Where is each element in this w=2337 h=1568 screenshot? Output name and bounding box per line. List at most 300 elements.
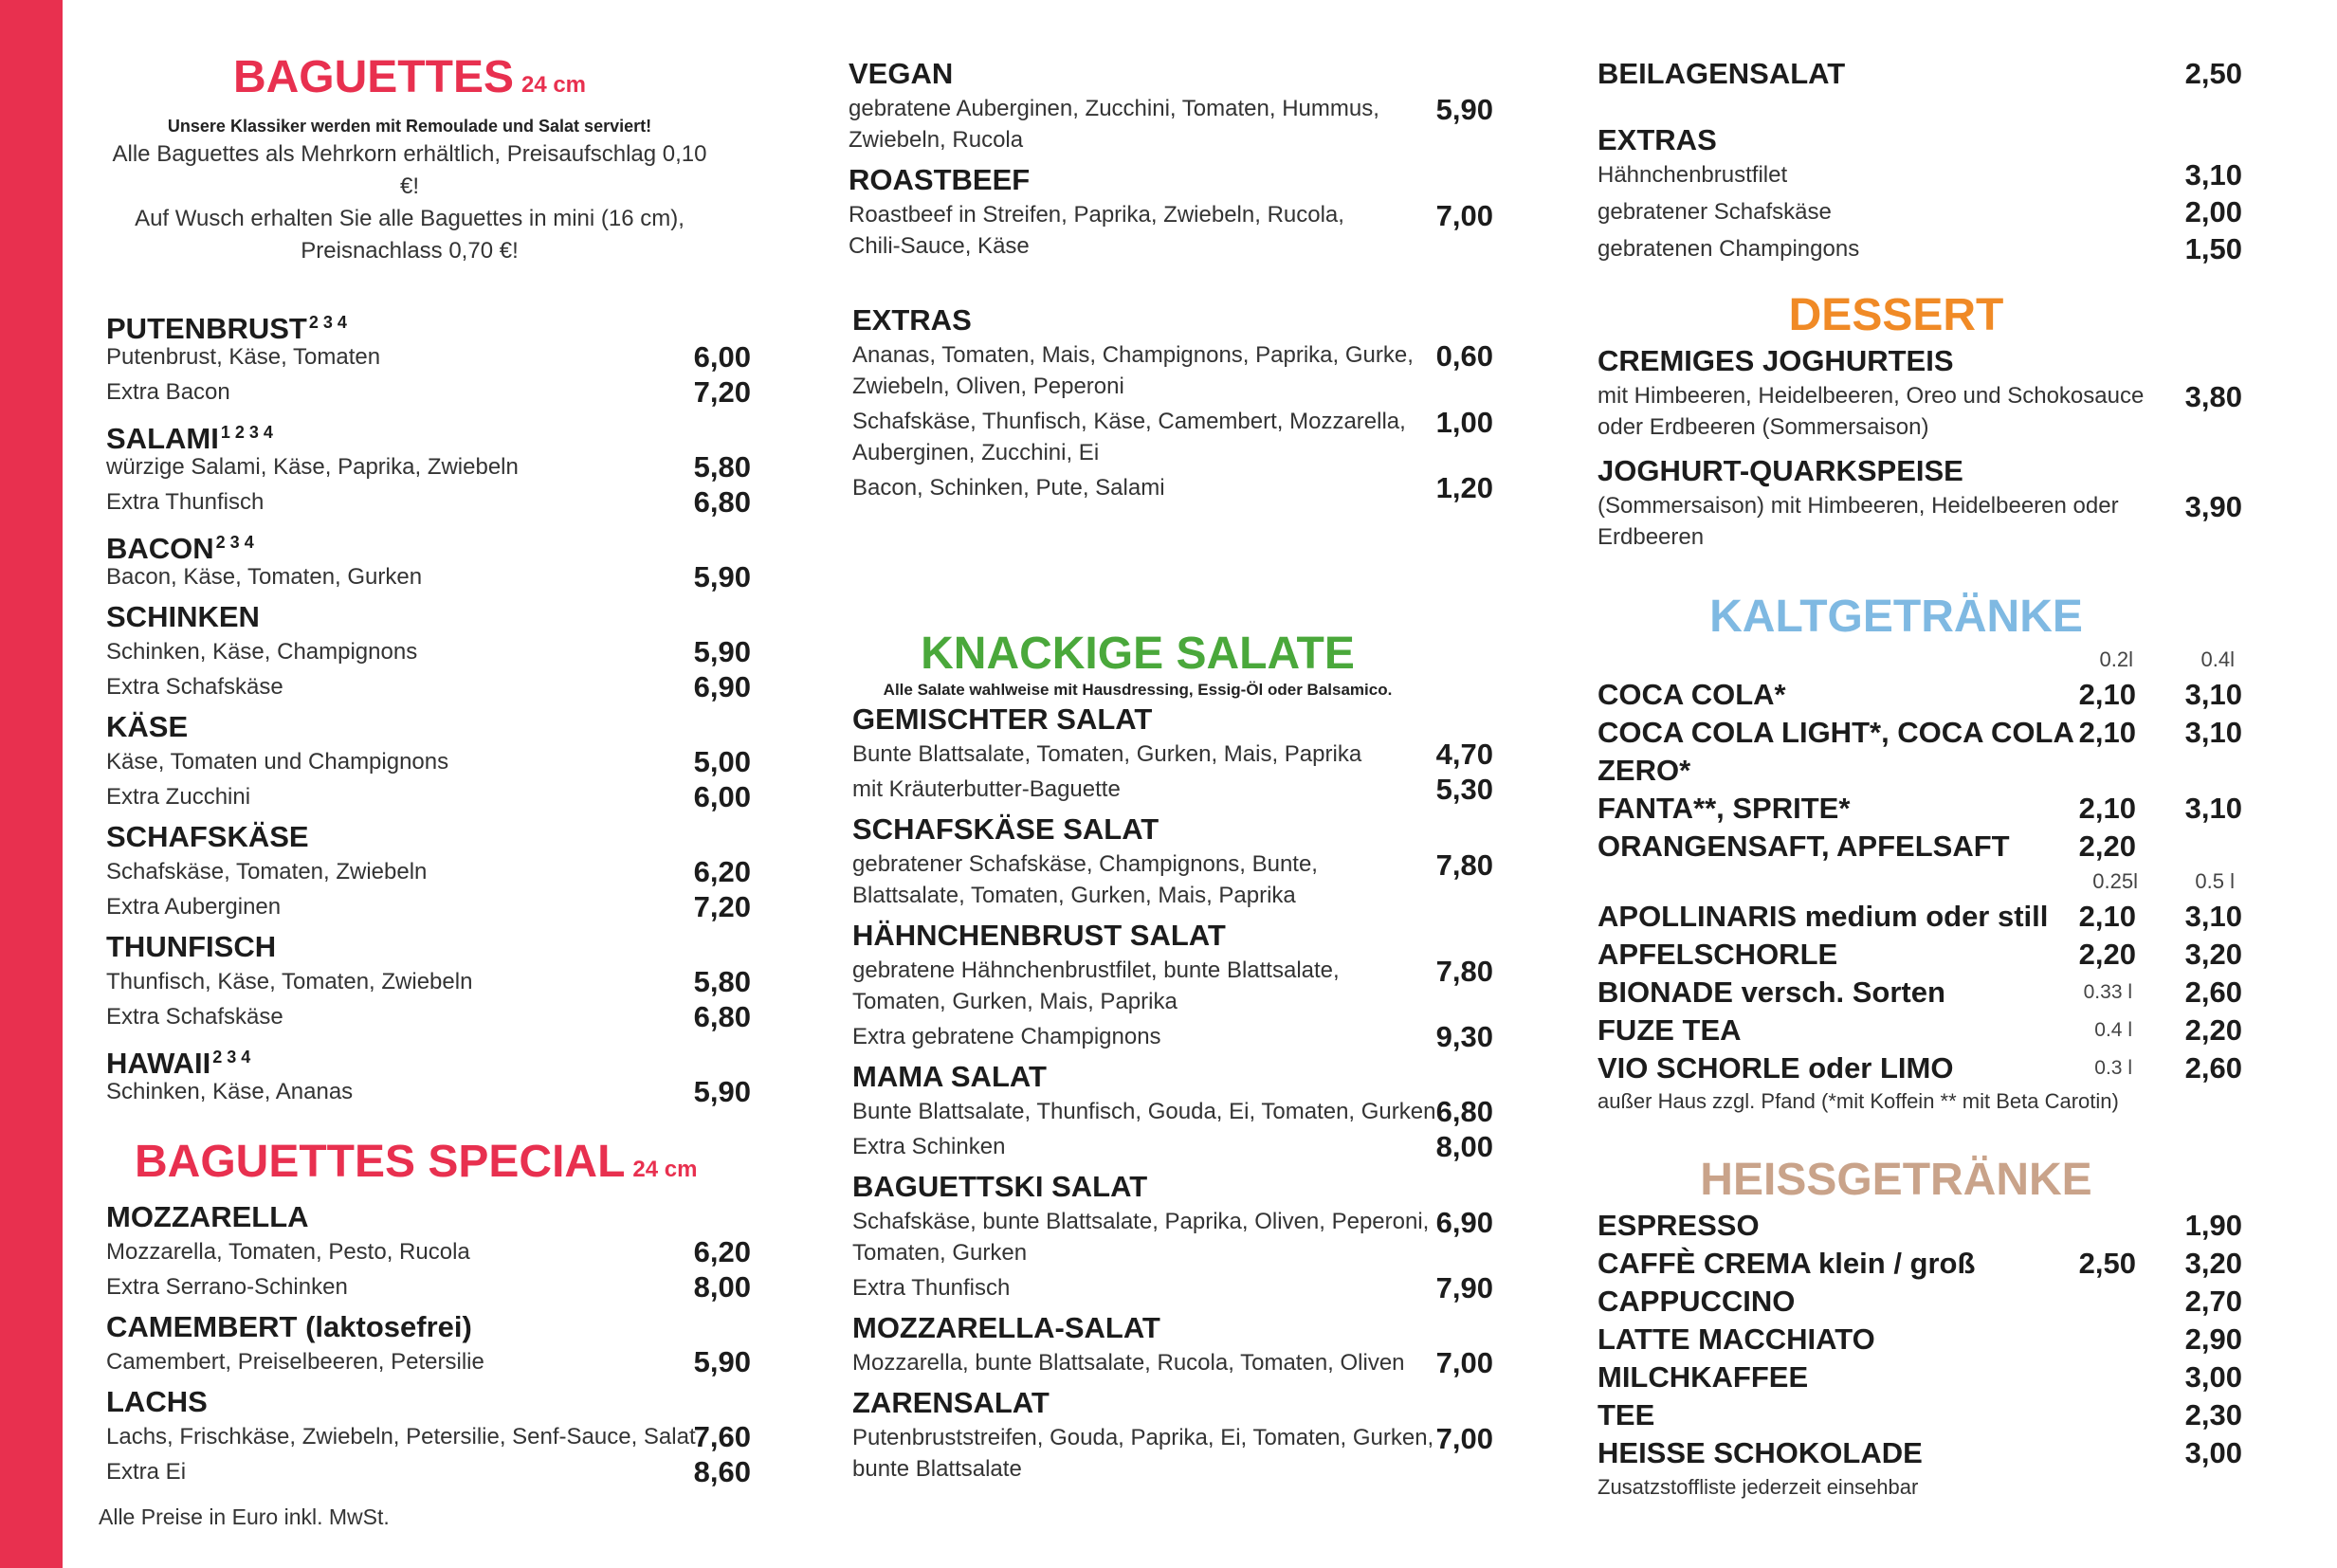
item-description	[106, 1076, 751, 1107]
item-price: 1,50	[2184, 232, 2242, 265]
extra-price: 6,80	[693, 485, 751, 519]
description-line: Schinken, Käse, Ananas	[106, 1079, 354, 1104]
extra-option	[106, 376, 751, 408]
item-price: 6,00	[693, 340, 751, 374]
drink-name: LATTE MACCHIATO	[1598, 1322, 1875, 1356]
menu-item	[1598, 452, 2242, 553]
description-line: Mozzarella, Tomaten, Pesto, Rucola	[106, 1239, 470, 1265]
drink-name: APFELSCHORLE	[1598, 938, 1838, 971]
item-description	[106, 1346, 751, 1377]
description-line: Hähnchenbrustfilet	[1598, 162, 1788, 188]
baguettes-size: 24 cm	[520, 72, 587, 98]
size-label: 0.25l	[2092, 869, 2138, 893]
item-description	[852, 406, 1493, 468]
drink-name: COCA COLA*	[1598, 678, 1786, 711]
item-description	[852, 1347, 1493, 1378]
item-name	[106, 413, 751, 455]
item-price: 2,00	[2184, 195, 2242, 228]
price-large: 1,90	[2184, 1209, 2242, 1242]
size-label: 0.5 l	[2195, 869, 2235, 893]
price-small: 2,10	[2078, 678, 2136, 711]
menu-item	[852, 339, 1493, 402]
description-line: gebratene Auberginen, Zucchini, Tomaten, Hummus,	[849, 96, 1379, 121]
description-line: oder Erdbeeren (Sommersaison)	[1598, 414, 1929, 440]
description-line: (Sommersaison) mit Himbeeren, Heidelbeeren oder	[1598, 493, 2119, 519]
item-name-text: MOZZARELLA	[106, 1200, 309, 1233]
price-large: 3,10	[2184, 716, 2242, 749]
item-price: 1,00	[1435, 406, 1493, 439]
extra-price: 7,90	[1435, 1271, 1493, 1304]
special-size: 24 cm	[632, 1157, 698, 1182]
allergen-marker: 2 3 4	[212, 1048, 251, 1067]
drink-name: APOLLINARIS medium oder still	[1598, 900, 2049, 933]
menu-item	[852, 811, 1493, 911]
item-name	[849, 55, 1493, 93]
description-line: Roastbeef in Streifen, Paprika, Zwiebeln, Rucola,	[849, 202, 1344, 228]
allergen-marker: 2 3 4	[308, 313, 347, 332]
description-line: Auberginen, Zucchini, Ei	[852, 440, 1100, 465]
item-name-text: CAMEMBERT (laktosefrei)	[106, 1310, 472, 1343]
menu-item	[106, 523, 751, 593]
salads-title: KNACKIGE SALATE	[921, 629, 1355, 679]
price-large: 3,00	[2184, 1360, 2242, 1394]
drink-size: 0.4 l	[2094, 1019, 2132, 1041]
item-name-text: KÄSE	[106, 710, 189, 743]
extra-label: Extra Zucchini	[106, 784, 251, 810]
price-small: 2,20	[2078, 830, 2136, 863]
item-description	[1598, 159, 2242, 191]
item-price: 7,60	[693, 1420, 751, 1453]
drink-size: 0.3 l	[2094, 1057, 2132, 1079]
item-description	[849, 93, 1493, 155]
menu-item	[106, 1198, 751, 1303]
price-large: 2,60	[2184, 975, 2242, 1009]
item-description	[106, 341, 751, 373]
item-name-text: CREMIGES JOGHURTEIS	[1598, 344, 1954, 377]
drink-row	[1598, 936, 2242, 974]
extra-option	[106, 1001, 751, 1032]
item-name-text: VEGAN	[849, 57, 954, 90]
description-line: Erdbeeren	[1598, 524, 1705, 550]
item-name: BEILAGENSALAT	[1598, 57, 1846, 90]
description-line: Mozzarella, bunte Blattsalate, Rucola, Tomaten, Oliven	[852, 1350, 1405, 1376]
menu-item	[1598, 233, 2242, 264]
item-price: 5,90	[1435, 93, 1493, 126]
item-description	[852, 955, 1493, 1017]
price-large: 2,30	[2184, 1398, 2242, 1431]
drink-row	[1598, 1207, 2242, 1245]
extra-option	[106, 781, 751, 812]
price-large: 3,10	[2184, 900, 2242, 933]
menu-item	[849, 55, 1493, 155]
extra-label: Extra Thunfisch	[106, 489, 265, 515]
menu-item	[106, 1038, 751, 1107]
description-line: mit Himbeeren, Heidelbeeren, Oreo und Schokosauce	[1598, 383, 2145, 409]
description-line: gebratene Hähnchenbrustfilet, bunte Blattsalate,	[852, 957, 1340, 983]
size-row	[1598, 644, 2242, 676]
item-name	[1598, 452, 2242, 490]
drink-row	[1598, 1245, 2242, 1283]
description-line: Schafskäse, bunte Blattsalate, Paprika, Oliven, Peperoni,	[852, 1209, 1430, 1234]
item-description	[852, 1422, 1493, 1485]
item-name-text: SCHAFSKÄSE	[106, 820, 309, 853]
price-large: 3,20	[2184, 938, 2242, 971]
item-name-text: GEMISCHTER SALAT	[852, 702, 1153, 736]
baguettes-note-1: Alle Baguettes als Mehrkorn erhältlich, Preisaufschlag 0,10 €!	[112, 141, 707, 199]
drink-row	[1598, 1358, 2242, 1396]
cold-drinks-note: außer Haus zzgl. Pfand (*mit Koffein ** mit Beta Carotin)	[1598, 1089, 2119, 1113]
extra-price: 5,30	[1435, 773, 1493, 806]
item-name-text: LACHS	[106, 1385, 208, 1418]
item-price: 7,00	[1435, 199, 1493, 232]
item-name-text: SALAMI	[106, 422, 219, 455]
extra-label: Extra gebratene Champignons	[852, 1024, 1161, 1049]
item-name-text: HÄHNCHENBRUST SALAT	[852, 919, 1226, 952]
size-label: 0.4l	[2200, 647, 2235, 671]
drink-size: 0.33 l	[2083, 981, 2132, 1003]
description-line: Zwiebeln, Rucola	[849, 127, 1024, 153]
item-price: 5,00	[693, 745, 751, 778]
size-row	[1598, 866, 2242, 898]
description-line: Tomaten, Gurken	[852, 1240, 1028, 1266]
extra-option	[852, 774, 1493, 805]
size-label: 0.2l	[2099, 647, 2133, 671]
price-large: 2,70	[2184, 1285, 2242, 1318]
description-line: Lachs, Frischkäse, Zwiebeln, Petersilie, Senf-Sauce, Salat	[106, 1424, 696, 1449]
menu-item	[852, 406, 1493, 468]
item-description	[1598, 490, 2242, 553]
item-price: 7,80	[1435, 848, 1493, 882]
drink-name: CAPPUCCINO	[1598, 1285, 1796, 1318]
description-line: gebratener Schafskäse, Champignons, Bunte,	[852, 851, 1318, 877]
description-line: Zwiebeln, Oliven, Peperoni	[852, 374, 1124, 399]
baguettes-title: BAGUETTES	[232, 52, 514, 102]
item-description	[106, 746, 751, 777]
item-description	[852, 1096, 1493, 1127]
item-price: 5,80	[693, 450, 751, 483]
description-line: gebratenen Champingons	[1598, 236, 1860, 262]
drink-row	[1598, 676, 2242, 714]
price-large: 3,10	[2184, 792, 2242, 825]
extra-price: 9,30	[1435, 1020, 1493, 1053]
item-description	[106, 1421, 751, 1452]
item-name-text: BACON	[106, 532, 214, 565]
cold-drinks-list	[1598, 676, 2242, 866]
extra-price: 8,00	[1435, 1130, 1493, 1163]
item-price: 0,60	[1435, 339, 1493, 373]
item-price: 5,90	[693, 1345, 751, 1378]
drink-row	[1598, 1396, 2242, 1434]
item-price: 5,90	[693, 1075, 751, 1108]
item-description	[1598, 380, 2242, 443]
drink-name: COCA COLA LIGHT*, COCA COLA	[1598, 716, 2074, 749]
hot-drinks-footnote: Zusatzstoffliste jederzeit einsehbar	[1598, 1475, 1919, 1499]
price-large: 3,00	[2184, 1436, 2242, 1469]
drink-name: CAFFÈ CREMA klein / groß	[1598, 1247, 1976, 1280]
allergen-marker: 1 2 3 4	[220, 423, 273, 442]
prices-footnote: Alle Preise in Euro inkl. MwSt.	[99, 1504, 390, 1529]
cold-drinks-title: KALTGETRÄNKE	[1709, 592, 2083, 642]
extra-label: Extra Serrano-Schinken	[106, 1274, 348, 1300]
special-list	[106, 1198, 751, 1487]
description-line: Thunfisch, Käse, Tomaten, Zwiebeln	[106, 969, 473, 994]
item-name	[849, 161, 1493, 199]
column-right	[1598, 0, 2242, 1503]
extras-list	[1598, 159, 2242, 264]
item-price: 7,80	[1435, 955, 1493, 988]
drink-row	[1598, 1049, 2242, 1087]
item-name	[852, 701, 1493, 738]
item-description	[1598, 233, 2242, 264]
item-name-text: BAGUETTSKI SALAT	[852, 1170, 1148, 1203]
drink-row	[1598, 1012, 2242, 1049]
drink-row	[1598, 1283, 2242, 1321]
item-name-text: MAMA SALAT	[852, 1060, 1047, 1093]
price-large: 3,20	[2184, 1247, 2242, 1280]
menu-item	[852, 1168, 1493, 1304]
description-line: Käse, Tomaten und Champignons	[106, 749, 449, 775]
item-description	[106, 561, 751, 593]
item-description	[849, 199, 1493, 262]
menu-item	[106, 818, 751, 922]
item-price: 5,90	[693, 635, 751, 668]
description-line: gebratener Schafskäse	[1598, 199, 1832, 225]
item-description	[852, 848, 1493, 911]
item-price: 2,50	[2184, 57, 2242, 90]
item-description	[852, 738, 1493, 770]
item-name-text: ZARENSALAT	[852, 1386, 1050, 1419]
description-line: Schafskäse, Thunfisch, Käse, Camembert, Mozzarella,	[852, 409, 1406, 434]
item-name	[106, 523, 751, 565]
item-description	[852, 1206, 1493, 1268]
description-line: Schafskäse, Tomaten, Zwiebeln	[106, 859, 428, 884]
extra-price: 7,20	[693, 375, 751, 409]
menu-item	[852, 701, 1493, 805]
drink-name-cont: ZERO*	[1598, 754, 1691, 787]
item-name-text: PUTENBRUST	[106, 312, 307, 345]
menu-item	[1598, 159, 2242, 191]
item-description	[106, 636, 751, 667]
item-name	[106, 1198, 751, 1236]
drink-name: BIONADE versch. Sorten	[1598, 975, 1945, 1009]
extra-option	[106, 671, 751, 702]
special-more-list	[849, 55, 1493, 262]
drink-row	[1598, 790, 2242, 828]
extra-price: 8,00	[693, 1270, 751, 1304]
extra-option	[852, 1021, 1493, 1052]
price-large: 3,10	[2184, 678, 2242, 711]
cold-drinks-list	[1598, 898, 2242, 1087]
extra-option	[852, 1272, 1493, 1304]
dessert-title: DESSERT	[1788, 290, 2004, 340]
drink-row	[1598, 898, 2242, 936]
drink-name: VIO SCHORLE oder LIMO	[1598, 1051, 1954, 1085]
drink-name: FANTA**, SPRITE*	[1598, 792, 1851, 825]
extra-price: 6,80	[693, 1000, 751, 1033]
menu-item	[849, 161, 1493, 262]
menu-item	[106, 708, 751, 812]
menu-item	[852, 917, 1493, 1052]
hot-drinks-title: HEISSGETRÄNKE	[1700, 1155, 2092, 1205]
drink-name: HEISSE SCHOKOLADE	[1598, 1436, 1923, 1469]
item-name	[106, 303, 751, 345]
allergen-marker: 2 3 4	[215, 533, 254, 552]
description-line: Blattsalate, Tomaten, Gurken, Mais, Paprika	[852, 883, 1296, 908]
item-price: 3,90	[2184, 490, 2242, 523]
description-line: Putenbruststreifen, Gouda, Paprika, Ei, Tomaten, Gurken,	[852, 1425, 1434, 1450]
item-description	[1598, 196, 2242, 228]
price-small: 2,50	[2078, 1247, 2136, 1280]
baguettes-note-bold: Unsere Klassiker werden mit Remoulade und Salat serviert!	[167, 117, 652, 136]
price-small: 2,10	[2078, 716, 2136, 749]
price-large: 2,20	[2184, 1013, 2242, 1047]
drink-row	[1598, 1434, 2242, 1472]
description-line: Tomaten, Gurken, Mais, Paprika	[852, 989, 1178, 1014]
baguettes-heading	[106, 49, 751, 114]
extra-label: Extra Thunfisch	[852, 1275, 1011, 1301]
item-name	[106, 1383, 751, 1421]
item-name	[106, 928, 751, 966]
extra-label: Extra Schafskäse	[106, 674, 283, 700]
menu-item	[106, 1308, 751, 1377]
description-line: Camembert, Preiselbeeren, Petersilie	[106, 1349, 484, 1375]
item-name	[852, 917, 1493, 955]
item-name	[852, 1384, 1493, 1422]
item-name	[852, 811, 1493, 848]
side-stripe	[0, 0, 63, 1568]
item-name	[106, 1038, 751, 1080]
special-title: BAGUETTES SPECIAL	[135, 1137, 626, 1187]
item-name-text: THUNFISCH	[106, 930, 277, 963]
extra-label: Extra Auberginen	[106, 894, 282, 920]
item-name	[106, 1308, 751, 1346]
item-name	[852, 1309, 1493, 1347]
drink-name: MILCHKAFFEE	[1598, 1360, 1809, 1394]
special-heading	[106, 1134, 751, 1198]
price-small: 2,10	[2078, 900, 2136, 933]
item-price: 7,00	[1435, 1346, 1493, 1379]
baguettes-note-2: Auf Wusch erhalten Sie alle Baguettes in mini (16 cm),	[135, 206, 685, 231]
dessert-list	[1598, 342, 2242, 553]
menu-item	[852, 1384, 1493, 1485]
extras-title: EXTRAS	[852, 303, 972, 337]
extra-price: 6,90	[693, 670, 751, 703]
baguettes-list	[106, 303, 751, 1107]
item-price: 5,80	[693, 965, 751, 998]
extra-label: Extra Schinken	[852, 1134, 1006, 1159]
item-price: 3,80	[2184, 380, 2242, 413]
extra-label: mit Kräuterbutter-Baguette	[852, 776, 1121, 802]
menu-item	[106, 598, 751, 702]
extra-price: 7,20	[693, 890, 751, 923]
description-line: Bunte Blattsalate, Thunfisch, Gouda, Ei, Tomaten, Gurken	[852, 1099, 1436, 1124]
price-large: 2,60	[2184, 1051, 2242, 1085]
drink-row	[1598, 1321, 2242, 1358]
menu-item	[106, 928, 751, 1032]
item-price: 7,00	[1435, 1422, 1493, 1455]
description-line: Bacon, Schinken, Pute, Salami	[852, 475, 1165, 501]
menu-item	[106, 303, 751, 408]
description-line: bunte Blattsalate	[852, 1456, 1022, 1482]
drink-row	[1598, 714, 2242, 790]
item-name	[106, 708, 751, 746]
column-middle	[849, 0, 1493, 1490]
drink-name: FUZE TEA	[1598, 1013, 1742, 1047]
item-name-text: MOZZARELLA-SALAT	[852, 1311, 1160, 1344]
extra-price: 8,60	[693, 1455, 751, 1488]
extra-label: Extra Schafskäse	[106, 1004, 283, 1030]
drink-name: ORANGENSAFT, APFELSAFT	[1598, 830, 2010, 863]
item-description	[852, 472, 1493, 503]
item-name-text: ROASTBEEF	[849, 163, 1031, 196]
item-description	[106, 856, 751, 887]
item-name	[852, 1168, 1493, 1206]
item-price: 5,90	[693, 560, 751, 593]
price-small: 2,20	[2078, 938, 2136, 971]
item-name	[106, 598, 751, 636]
column-baguettes	[99, 0, 751, 1530]
item-price: 3,10	[2184, 158, 2242, 191]
item-name-text: SCHAFSKÄSE SALAT	[852, 812, 1159, 846]
item-name-text: HAWAII	[106, 1047, 211, 1080]
item-price: 6,90	[1435, 1206, 1493, 1239]
menu-item	[1598, 55, 2242, 93]
item-price: 6,80	[1435, 1095, 1493, 1128]
item-name	[852, 1058, 1493, 1096]
description-line: Schinken, Käse, Champignons	[106, 639, 418, 665]
extra-price: 6,00	[693, 780, 751, 813]
extra-label: Extra Ei	[106, 1459, 187, 1485]
salads-note: Alle Salate wahlweise mit Hausdressing, Essig-Öl oder Balsamico.	[883, 681, 1393, 699]
hot-drinks-list	[1598, 1207, 2242, 1472]
extra-label: Extra Bacon	[106, 379, 230, 405]
drink-row	[1598, 974, 2242, 1012]
menu-item	[106, 413, 751, 518]
extra-option	[106, 486, 751, 518]
description-line: Bacon, Käse, Tomaten, Gurken	[106, 564, 423, 590]
menu-item	[1598, 342, 2242, 443]
item-description	[106, 451, 751, 483]
item-price: 6,20	[693, 1235, 751, 1268]
menu-item	[1598, 196, 2242, 228]
description-line: Ananas, Tomaten, Mais, Champignons, Paprika, Gurke,	[852, 342, 1414, 368]
item-name-text: SCHINKEN	[106, 600, 260, 633]
menu-item	[852, 1058, 1493, 1162]
menu-item	[852, 472, 1493, 503]
description-line: Bunte Blattsalate, Tomaten, Gurken, Mais, Paprika	[852, 741, 1362, 767]
item-name-text: JOGHURT-QUARKSPEISE	[1598, 454, 1963, 487]
extra-option	[106, 1271, 751, 1303]
price-small: 2,10	[2078, 792, 2136, 825]
extras-list	[849, 339, 1493, 503]
description-line: Chili-Sauce, Käse	[849, 233, 1030, 259]
description-line: Putenbrust, Käse, Tomaten	[106, 344, 381, 370]
item-price: 6,20	[693, 855, 751, 888]
drink-row	[1598, 828, 2242, 866]
extra-option	[106, 1456, 751, 1487]
item-description	[106, 1236, 751, 1267]
price-large: 2,90	[2184, 1322, 2242, 1356]
item-name	[106, 818, 751, 856]
item-price: 1,20	[1435, 471, 1493, 504]
extras-title: EXTRAS	[1598, 123, 1717, 156]
menu-item	[852, 1309, 1493, 1378]
extra-option	[106, 891, 751, 922]
drink-name: TEE	[1598, 1398, 1655, 1431]
item-description	[852, 339, 1493, 402]
baguettes-note-3: Preisnachlass 0,70 €!	[301, 238, 519, 264]
item-name	[1598, 342, 2242, 380]
